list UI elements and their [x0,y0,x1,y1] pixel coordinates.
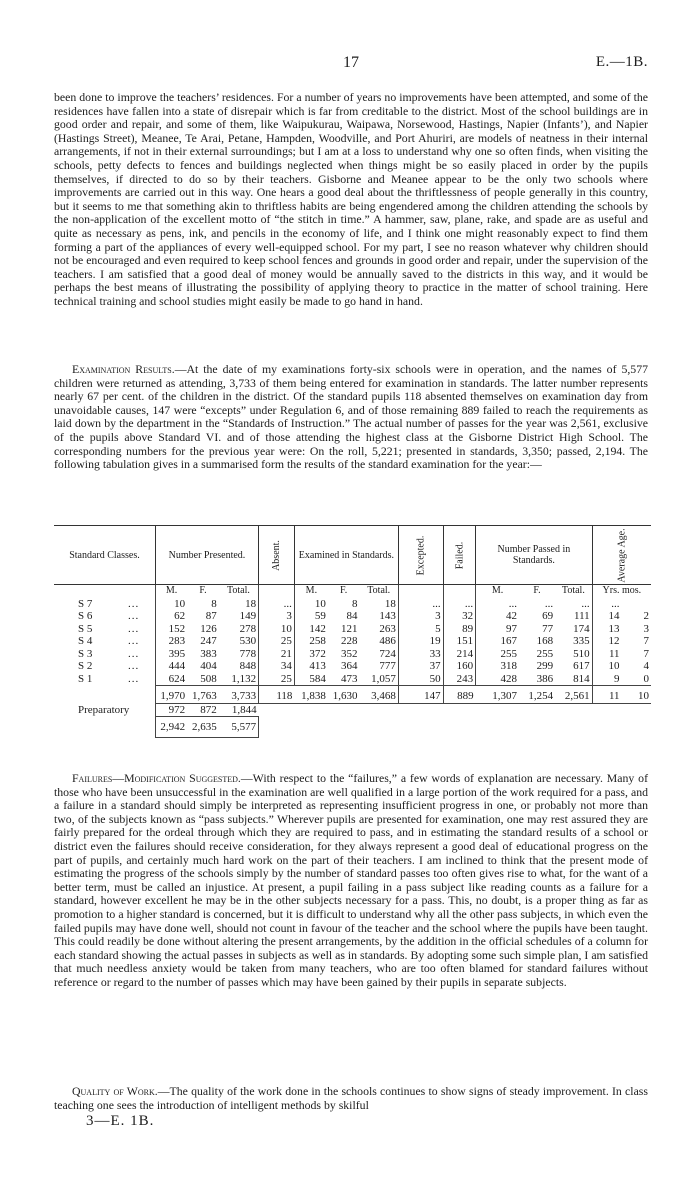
failures-text: —With respect to the “failures,” a few words of explanation are necessary. Many of those who have been unsuccessful in the examination are well qualified in a large portion of the work required for a pass, and a failure in a standard should simply be interpreted as representing insufficient progress in one, or probably not more than two, of the subjects known as “pass subjects.” Wherever pupils are presented for examination, one may rest assured they are fairly prepared for the ordeal through which they are required to pass, and in estimating the standard results of a school or district even the failures should receive consideration, for they always represent a good deal of educational progress on the part of pupils, and certainly much hard work on the part of their teachers. I am inclined to think that the present mode of estimating the progress of the schools simply by the number of standard passes too often gives rise to what, for the want of a better term, must be called an injustice. At present, a pupil failing in a pass subject like reading counts as a failure for a standard, however excellent he may be in the other subjects necessary for a pass. This, no doubt, is a proper thing as far as promotion to a higher standard is concerned, but it is difficult to understand why all the other pass subjects, in which even the failed pupils may have done well, should not count in favour of the teacher and the school where the pupils have been taught. This could readily be done without altering the present arrangements, by the addition in the official schedules of a column for each standard showing the actual passes in subjects as well as in standards. By adopting some such simple plan, I am satisfied that much needless anxiety would be taken from many teachers, who are too often blamed for standard failures without reference or regard to the number of passes which may have been gained by their pupils in separate subjects. [54,771,649,989]
table-row: S 5 ... 152 126 278 10 142 121 263 5 89 97 77 174 13 3 [78,622,649,635]
table-row: S 6 ... 62 87 149 3 59 84 143 3 32 42 69 111 14 2 [78,610,649,622]
header-failed: Failed. [443,526,476,585]
totals-row: 1,970 1,763 3,733 118 1,838 1,630 3,468 147 889 1,307 1,254 2,561 11 10 [54,686,651,704]
page-number: 17 [343,54,359,71]
table-row: S 1 ... 624 508 1,132 25 584 473 1,057 50 243 428 386 814 9 0 [78,672,649,685]
table-row: S 4 ... 283 247 530 25 258 228 486 19 151 167 168 335 12 7 [78,635,649,647]
header-number-passed: Number Passed in Standards. [476,526,593,585]
heading-quality-of-work: Quality of Work. [72,1084,158,1098]
header-average-age: Average Age. [592,526,651,585]
table-row: S 3 ... 395 383 778 21 372 352 724 33 214 255 255 510 11 7 [78,647,649,660]
table-row: S 2 ... 444 404 848 34 413 364 777 37 160 318 299 617 10 4 [78,660,649,672]
preparatory-row: Preparatory 972 872 1,844 [54,703,651,717]
paragraph-failures [54,772,648,990]
header-excepted: Excepted. [398,526,443,585]
footer-reference: 3—E. 1B. [86,1113,155,1129]
header-absent: Absent. [259,526,295,585]
heading-failures: Failures—Modification Suggested. [72,771,241,785]
heading-examination-results: Examination Results. [72,362,175,376]
header-examined: Examined in Standards. [294,526,398,585]
table-header-row [54,526,651,585]
examination-results-text: —At the date of my examinations forty-six schools were in operation, and the names of 5,577 children were returned as attending, 3,733 of them being entered for examination in standards. The latter number represents nearly 67 per cent. of the children in the district. Of the standard pupils 118 absented themselves on examination day from unavoidable causes, 147 were “excepts” under Regulation 6, and of those remaining 889 failed to reach the requirements as laid down by the department in the “Standards of Instruction.” The actual number of passes for the year was 2,561, exclusive of the pupils above Standard VI. and of those attending the highest class at the Gisborne District High School. The corresponding numbers for the previous year were: On the roll, 5,221; presented in standards, 3,350; passed, 2,194. The following tabulation gives in a summarised form the results of the standard examination for the year:— [54,362,648,472]
quality-of-work-text: —The quality of the work done in the schools continues to show signs of steady improvement. In class teaching one sees the introduction of intelligent methods by skilful [54,1084,648,1112]
paragraph-examination-results [54,363,648,472]
table-row: S 7 ... 10 8 18 ... 10 8 18 ... ... ... ... ... ... [78,597,620,610]
subheader-row: M. F. Total. M. F. Total. M. F. Total. Yrs. mos. [54,585,651,598]
paragraph-residences: been done to improve the teachers’ residences. For a number of years no improvements have been attempted, and some of the residences have fallen into a state of disrepair which is far from creditable to the district. Most of the school buildings are in good order and repair, and some of them, like Waipukurau, Waipawa, Norsewood, Hastings, Napier (Infants’), and Napier (Hastings Street), Meanee, Te Arai, Petane, Hampden, Woodville, and Port Ahuriri, are models of neatness in their internal arrangements, if not in their external surroundings; but I am at a loss to understand why one so often finds, when visiting the schools, petty defects to fences and buildings neglected when things might be so easily placed in order by the pupils themselves, if directed to do so by their teachers. Gisborne and Meanee appear to be the only two schools where improvements are carried out in this way. One hears a good deal about the thriftlessness of people generally in this country, but it seems to me that something akin to thriftless habits are being engendered among the children attending the schools by the non-application of the excellent motto of “the stitch in time.” A hammer, saw, plane, rake, and spade are as useful and quite as necessary as pens, ink, and pencils in the economy of life, and I think one might reasonably expect to find them forming a part of the appliances of every well-equipped school. For my part, I see no reason whatever why children should not be encouraged and even required to keep school fences and grounds in good order and repair, under the supervision of the teachers. I am satisfied that a good deal of money would be annually saved to the districts in this way, and it would be perhaps the best means of illustrating the possibility of applying theory to practice in the matter of school training. Here technical training and school studies might easily be made to go hand in hand. [54,90,648,308]
standards-results-table [54,525,651,738]
grand-total-row: 2,942 2,635 5,577 [54,717,651,738]
header-standard-classes: Standard Classes. [54,526,155,585]
page-header [54,54,648,74]
paragraph-quality-of-work [54,1085,648,1112]
page-reference: E.—1B. [595,54,648,70]
header-number-presented: Number Presented. [155,526,258,585]
